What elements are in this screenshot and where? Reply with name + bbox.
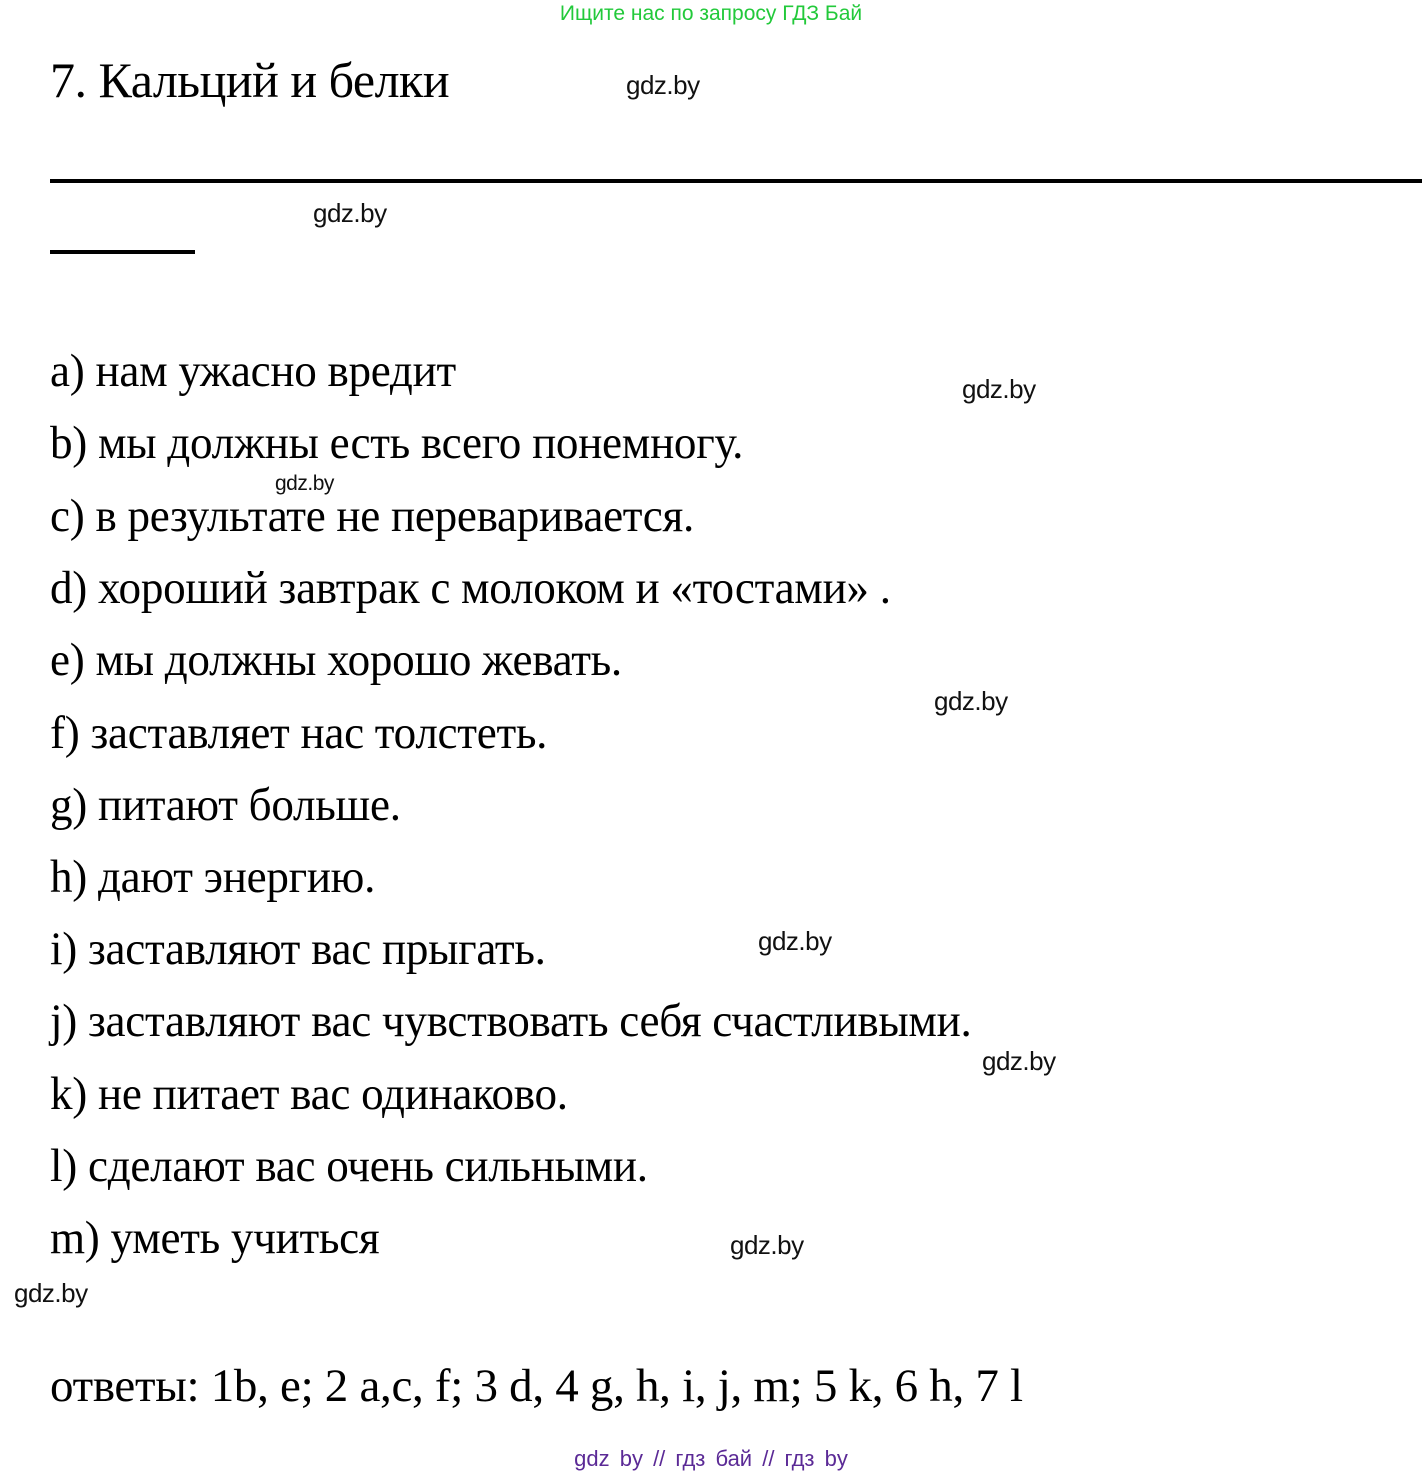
watermark: gdz.by [14,1278,88,1308]
watermark: gdz.by [982,1046,1056,1076]
list-item-k: k) не питает вас одинаково. [50,1068,568,1120]
list-item-e: e) мы должны хорошо жевать. [50,634,622,686]
search-hint-banner: Ищите нас по запросу ГДЗ Бай [559,2,863,25]
list-item-d: d) хороший завтрак с молоком и «тостами» . [50,562,891,614]
footer-banner: gdz by // гдз бай // гдз by [574,1446,848,1471]
list-item-g: g) питают больше. [50,779,401,831]
watermark: gdz.by [962,374,1036,404]
answers-line: ответы: 1b, e; 2 a,c, f; 3 d, 4 g, h, i, j, m; 5 k, 6 h, 7 l [50,1360,1023,1412]
list-item-h: h) дают энергию. [50,851,376,903]
list-item-b: b) мы должны есть всего понемногу. [50,417,744,469]
list-item-c: c) в результате не переваривается. [50,490,694,542]
watermark: gdz.by [934,686,1008,716]
list-item-a: a) нам ужасно вредит [50,345,456,397]
answer-line-long [50,179,1422,183]
list-item-m: m) уметь учиться [50,1212,380,1264]
watermark: gdz.by [313,198,387,228]
answer-line-short [50,250,195,254]
watermark: gdz.by [758,926,832,956]
list-item-j: j) заставляют вас чувствовать себя счастливыми. [50,995,972,1047]
watermark: gdz.by [730,1230,804,1260]
exercise-title: 7. Кальций и белки [50,52,450,108]
watermark: gdz.by [626,70,700,100]
list-item-i: i) заставляют вас прыгать. [50,923,546,975]
list-item-f: f) заставляет нас толстеть. [50,707,548,759]
watermark: gdz.by [275,472,334,495]
list-item-l: l) сделают вас очень сильными. [50,1140,648,1192]
